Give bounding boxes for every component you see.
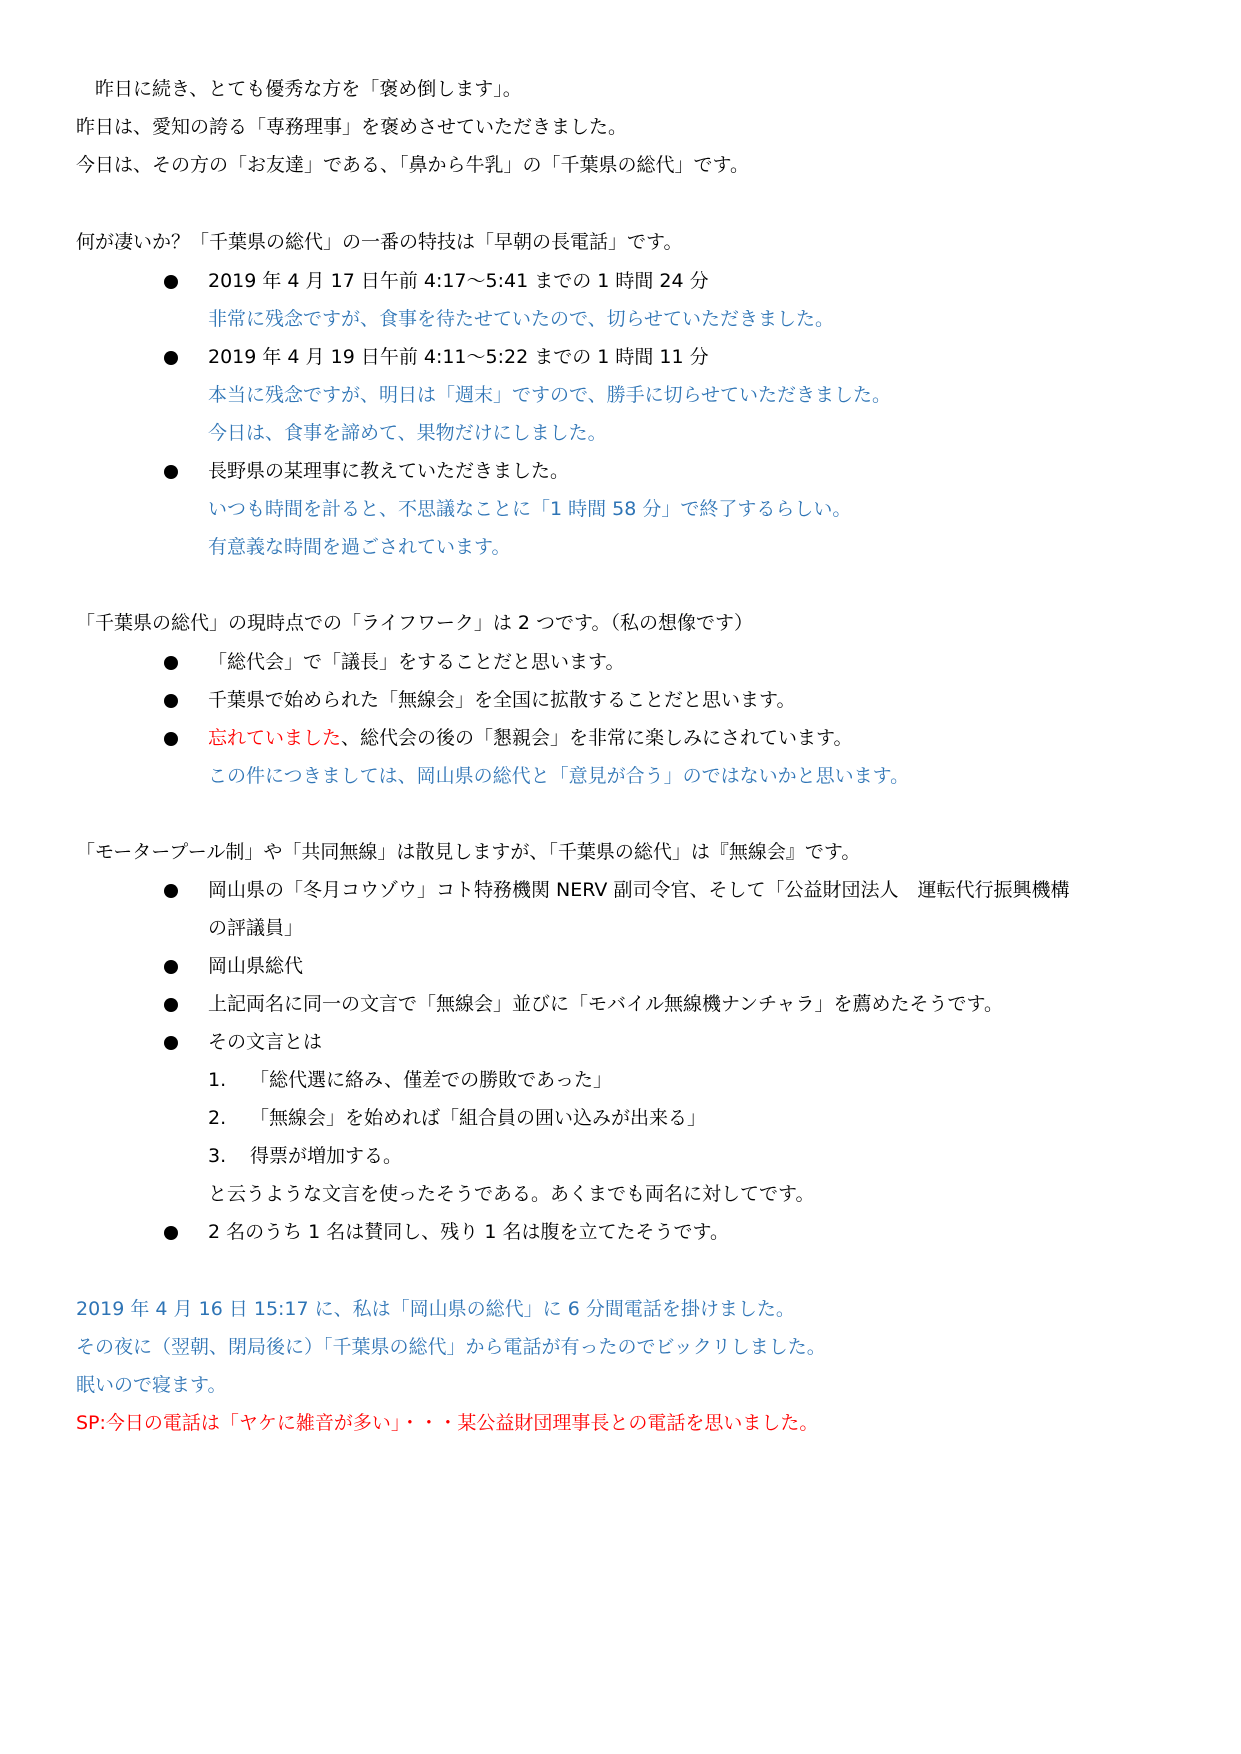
numbered-item-3: 得票が増加する。 (250, 1145, 403, 1167)
numbered-item-2: 「無線会」を始めれば「組合員の囲い込みが出来る」 (250, 1107, 707, 1129)
s1-bullet-2-note-2: 今日は、食事を諦めて、果物だけにしました。 (208, 422, 607, 444)
s2-bullet-2: 千葉県で始められた「無線会」を全国に拡散することだと思います。 (208, 689, 796, 711)
section-2-heading: 「千葉県の総代」の現時点での「ライフワーク」は 2 つです。（私の想像です） (76, 612, 754, 634)
bullet-icon (164, 732, 178, 746)
bullet-icon (164, 998, 178, 1012)
s1-bullet-3-note-1: いつも時間を計ると、不思議なことに「1 時間 58 分」で終了するらしい。 (208, 498, 852, 520)
bullet-icon (164, 1226, 178, 1240)
s2-bullet-3-note: この件につきましては、岡山県の総代と「意見が合う」のではないかと思います。 (208, 765, 910, 787)
s2-bullet-3-rest: 、総代会の後の「懇親会」を非常に楽しみにされています。 (341, 727, 853, 749)
numbered-item-1-number: 1. (208, 1069, 227, 1091)
closing-line-3: 眠いので寝ます。 (76, 1374, 227, 1396)
numbered-item-3-number: 3. (208, 1145, 227, 1167)
intro-line-1: 昨日に続き、とても優秀な方を「褒め倒します」。 (76, 78, 522, 100)
bullet-icon (164, 656, 178, 670)
s3-bullet-2: 岡山県総代 (208, 955, 304, 977)
intro-line-3: 今日は、その方の「お友達」である、「鼻から牛乳」の「千葉県の総代」です。 (76, 154, 749, 176)
s3-bullet-1: 岡山県の「冬月コウゾウ」コト特務機関 NERV 副司令官、そして「公益財団法人 運転代行振興機構 (208, 879, 1070, 901)
s1-bullet-3: 長野県の某理事に教えていただきました。 (208, 460, 570, 482)
s3-bullet-3: 上記両名に同一の文言で「無線会」並びに「モバイル無線機ナンチャラ」を薦めたそうです。 (208, 993, 1003, 1015)
s1-bullet-1-note: 非常に残念ですが、食事を待たせていたので、切らせていただきました。 (208, 308, 835, 330)
closing-line-2: その夜に（翌朝、閉局後に）「千葉県の総代」から電話が有ったのでビックリしました。 (76, 1336, 826, 1358)
bullet-icon (164, 465, 178, 479)
intro-line-2: 昨日は、愛知の誇る「専務理事」を褒めさせていただきました。 (76, 116, 628, 138)
bullet-icon (164, 275, 178, 289)
bullet-icon (164, 1036, 178, 1050)
s2-bullet-1: 「総代会」で「議長」をすることだと思います。 (208, 651, 625, 673)
closing-sp-line: SP:今日の電話は「ヤケに雑音が多い」・・・某公益財団理事長との電話を思いました。 (76, 1412, 819, 1434)
s3-after-list: と云うような文言を使ったそうである。あくまでも両名に対してです。 (208, 1183, 815, 1205)
s1-bullet-2: 2019 年 4 月 19 日午前 4:11～5:22 までの 1 時間 11 分 (208, 346, 709, 368)
bullet-icon (164, 351, 178, 365)
numbered-item-2-number: 2. (208, 1107, 227, 1129)
s3-bullet-1-cont: の評議員」 (208, 917, 304, 939)
bullet-icon (164, 884, 178, 898)
closing-line-1: 2019 年 4 月 16 日 15:17 に、私は「岡山県の総代」に 6 分間電話を掛けました。 (76, 1298, 795, 1320)
s1-bullet-1: 2019 年 4 月 17 日午前 4:17～5:41 までの 1 時間 24 分 (208, 270, 709, 292)
section-3-heading: 「モータープール制」や「共同無線」は散見しますが、「千葉県の総代」は『無線会』です。 (76, 841, 861, 863)
s3-bullet-5: 2 名のうち 1 名は賛同し、残り 1 名は腹を立てたそうです。 (208, 1221, 729, 1243)
numbered-item-1: 「総代選に絡み、僅差での勝敗であった」 (250, 1069, 612, 1091)
bullet-icon (164, 694, 178, 708)
s2-bullet-3 (208, 725, 853, 751)
s3-bullet-4: その文言とは (208, 1031, 323, 1053)
section-1-heading: 何が凄いか？「千葉県の総代」の一番の特技は「早朝の長電話」です。 (76, 231, 683, 253)
s1-bullet-3-note-2: 有意義な時間を過ごされています。 (208, 536, 511, 558)
s2-bullet-3-red: 忘れていました (208, 727, 342, 749)
bullet-icon (164, 960, 178, 974)
s1-bullet-2-note-1: 本当に残念ですが、明日は「週末」ですので、勝手に切らせていただきました。 (208, 384, 892, 406)
